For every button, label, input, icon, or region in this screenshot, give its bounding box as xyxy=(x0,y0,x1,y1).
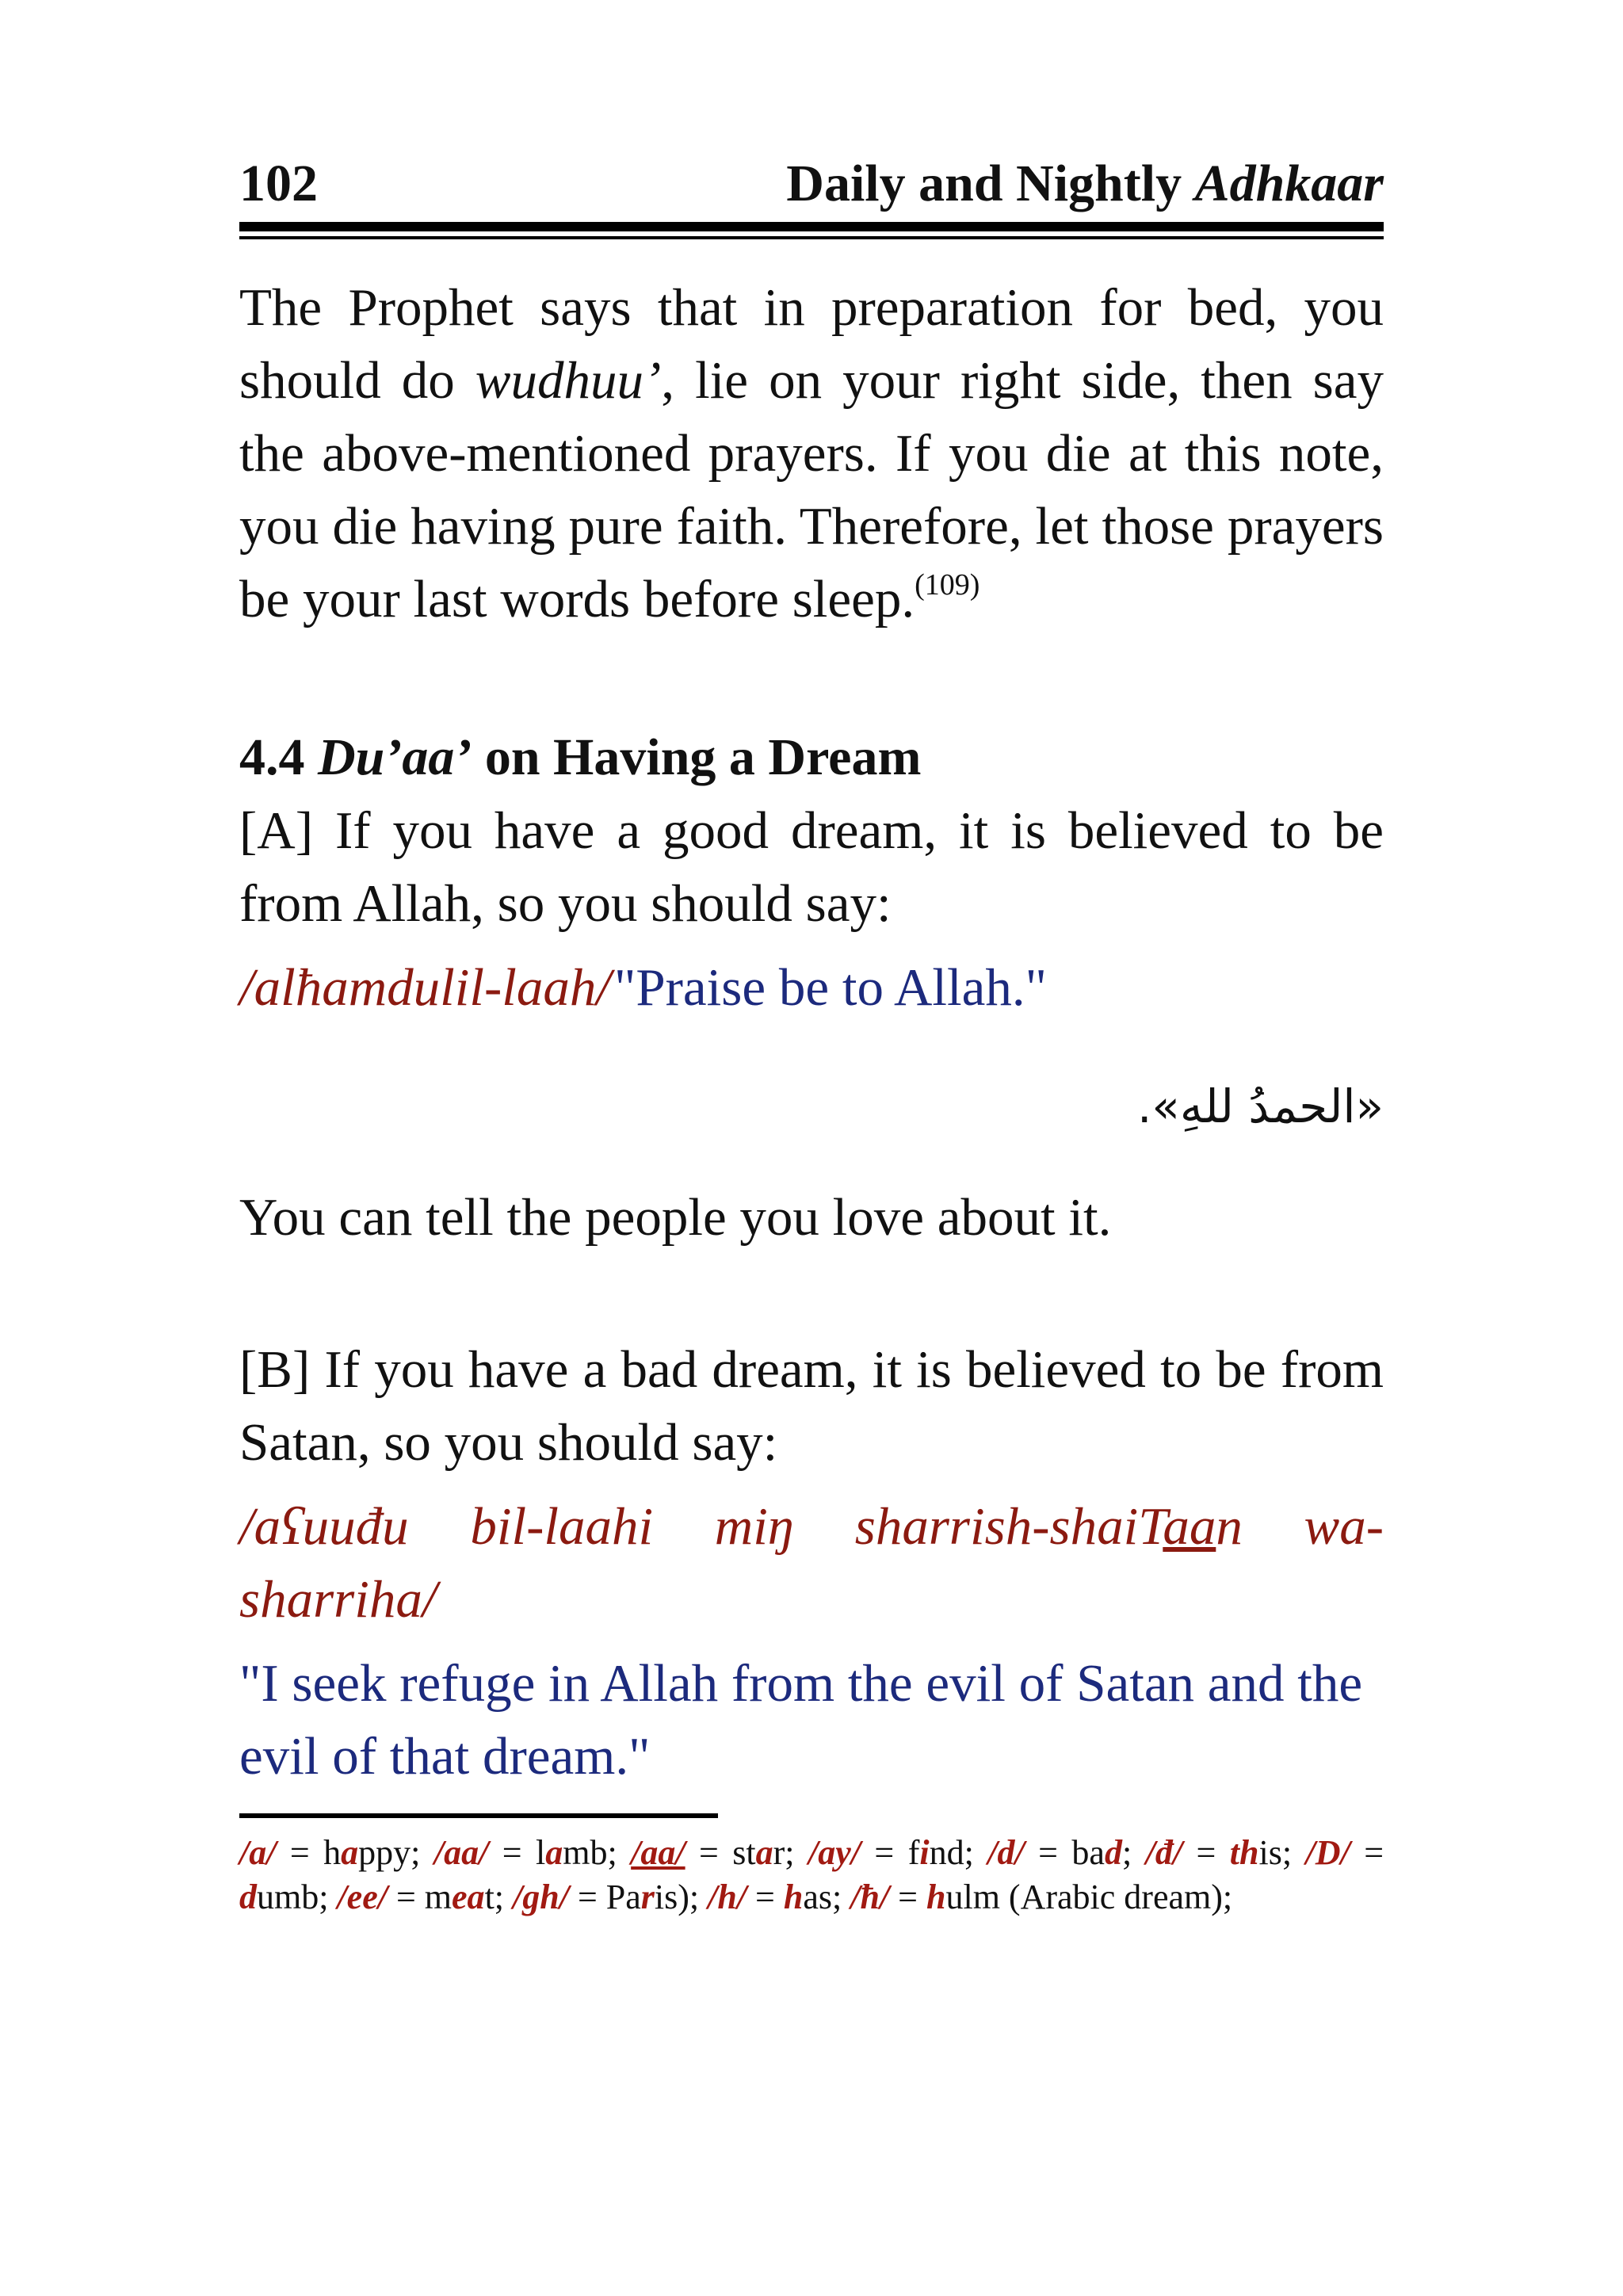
good-dream-text: [A] If you have a good dream, it is believed to be from Allah, so you should say: xyxy=(239,801,1384,933)
section-heading xyxy=(239,721,1384,794)
footnote-entry: /a/ = happy; xyxy=(239,1833,421,1872)
good-dream-note: You can tell the people you love about it. xyxy=(239,1188,1112,1247)
page xyxy=(239,143,1384,1920)
footnote-entry: /ee/ = meat; xyxy=(337,1878,505,1916)
header-rule-thin xyxy=(239,236,1384,239)
footnote-rule xyxy=(239,1813,718,1818)
bad-dream-transliteration xyxy=(239,1490,1384,1636)
good-dream-dua xyxy=(239,951,1384,1024)
footnote-entry: /aa/ = star; xyxy=(631,1833,795,1872)
intro-text-2: , lie on your right side, then say the above-mentioned prayers. If you die at this note, you die having pure faith. Therefore, let those prayers be your last words before sleep. xyxy=(239,351,1384,628)
footnote-entry: /D/ = dumb; xyxy=(239,1833,1384,1916)
good-dream-translation: "Praise be to Allah." xyxy=(614,958,1047,1017)
bad-dream-translit-part-a: /aʕuuđu bil-laahi miŋ sharrish-shaiT xyxy=(239,1497,1163,1556)
bad-dream-text: [B] If you have a bad dream, it is believed to be from Satan, so you should say: xyxy=(239,1340,1384,1472)
bad-dream-translit-underlined: aa xyxy=(1163,1497,1216,1556)
intro-term-wudhuu: wudhuu’ xyxy=(475,351,662,410)
bad-dream-translit-part-b: n wa-sharriha/ xyxy=(239,1497,1384,1629)
footnotes xyxy=(239,1831,1384,1920)
footnote-entry: /ay/ = find; xyxy=(808,1833,974,1872)
running-title-italic: Adhkaar xyxy=(1194,155,1384,212)
good-dream-arabic: «الحمدُ للهِ». xyxy=(1136,1079,1384,1133)
footnote-entry: /đ/ = this; xyxy=(1145,1833,1293,1872)
header-rule-thick xyxy=(239,222,1384,231)
footnote-entry: /ħ/ = hulm (Arabic dream); xyxy=(850,1878,1233,1916)
running-title-plain: Daily and Nightly xyxy=(786,155,1182,212)
intro-text-1: The Prophet says that in preparation for bed, you should do xyxy=(239,278,1384,410)
good-dream-transliteration: /alħamdulil-laah/ xyxy=(239,958,611,1017)
footnote-entry: /h/ = has; xyxy=(708,1878,842,1916)
footnote-entry: /d/ = bad; xyxy=(987,1833,1132,1872)
page-number: 102 xyxy=(239,155,318,212)
section-title: on Having a Dream xyxy=(484,728,922,786)
running-header xyxy=(239,143,1384,222)
footnote-ref: (109) xyxy=(915,568,980,602)
footnote-entry: /gh/ = Paris); xyxy=(513,1878,700,1916)
footnote-entry: /aa/ = lamb; xyxy=(433,1833,617,1872)
section-number: 4.4 xyxy=(239,728,305,786)
running-title xyxy=(786,154,1384,214)
bad-dream-translation: "I seek refuge in Allah from the evil of Satan and the evil of that dream." xyxy=(239,1654,1363,1786)
intro-paragraph xyxy=(239,271,1384,636)
section-term: Du’aa’ xyxy=(318,728,472,786)
